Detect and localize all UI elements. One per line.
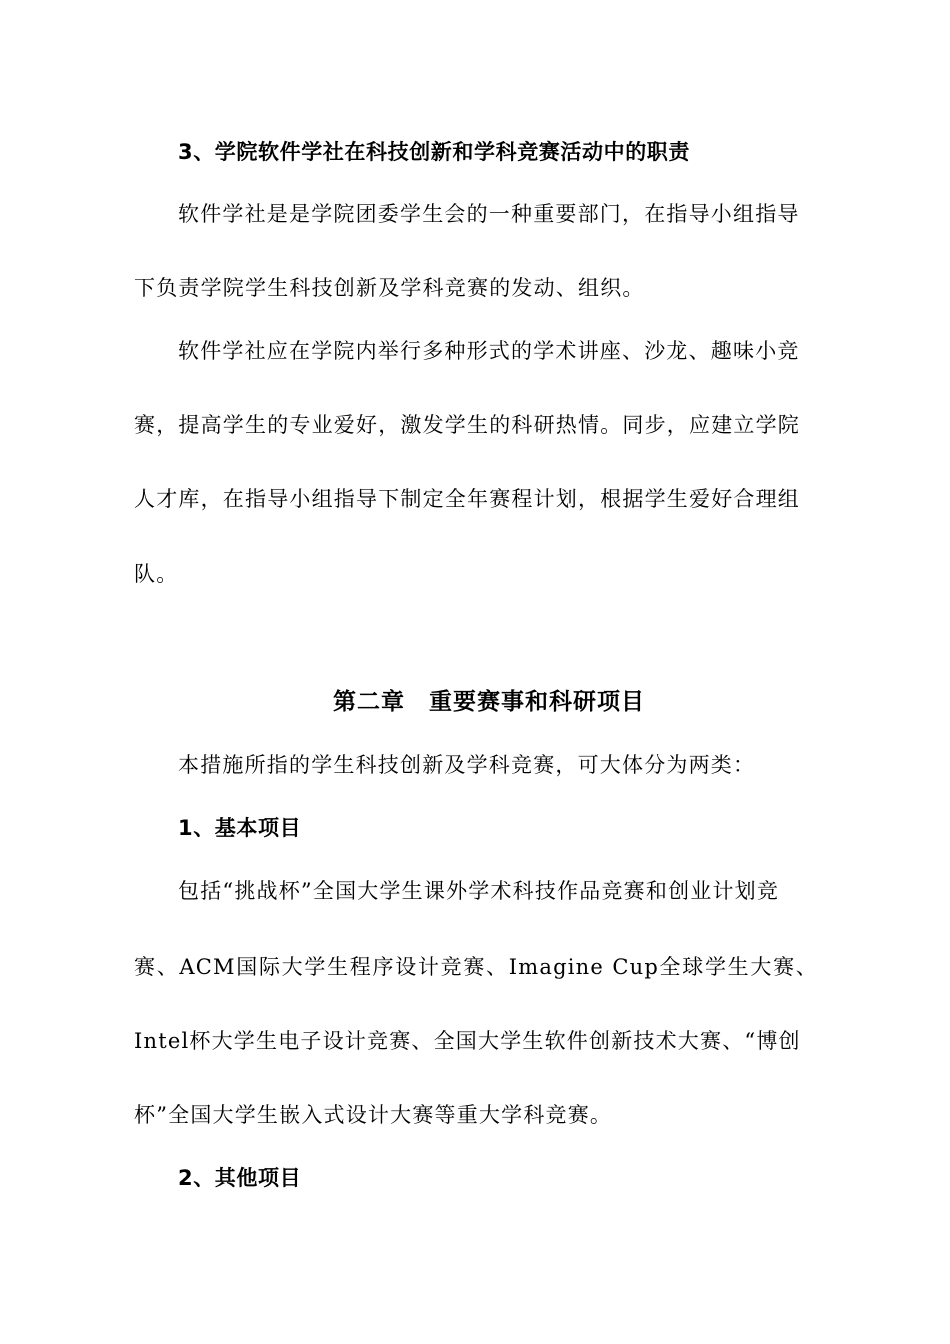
item1-line4: 杯”全国大学生嵌入式设计大赛等重大学科竞赛。 <box>134 1103 613 1127</box>
section3-para1-line2: 下负责学院学生科技创新及学科竞赛的发动、组织。 <box>134 276 645 300</box>
item2-heading: 2、其他项目 <box>178 1166 302 1190</box>
chapter-title: 第二章 重要赛事和科研项目 <box>333 689 645 715</box>
section3-para2-line3: 人才库，在指导小组指导下制定全年赛程计划，根据学生爱好合理组 <box>134 487 800 511</box>
item1-line1: 包括“挑战杯”全国大学生课外学术科技作品竞赛和创业计划竞 <box>178 879 780 903</box>
section3-heading: 3、学院软件学社在科技创新和学科竞赛活动中的职责 <box>178 140 691 164</box>
section3-para2-line1: 软件学社应在学院内举行多种形式的学术讲座、沙龙、趣味小竞 <box>178 339 800 363</box>
item1-line2: 赛、ACM国际大学生程序设计竞赛、Imagine Cup全球学生大赛、 <box>134 955 818 979</box>
item1-line3: Intel杯大学生电子设计竞赛、全国大学生软件创新技术大赛、“博创 <box>134 1029 801 1053</box>
section3-para1-line1: 软件学社是是学院团委学生会的一种重要部门，在指导小组指导 <box>178 202 800 226</box>
section3-para2-line4: 队。 <box>134 562 179 586</box>
section3-para2-line2: 赛，提高学生的专业爱好，激发学生的科研热情。同步，应建立学院 <box>134 413 800 437</box>
item1-heading: 1、基本项目 <box>178 816 302 840</box>
chapter-intro: 本措施所指的学生科技创新及学科竞赛，可大体分为两类： <box>178 753 756 777</box>
